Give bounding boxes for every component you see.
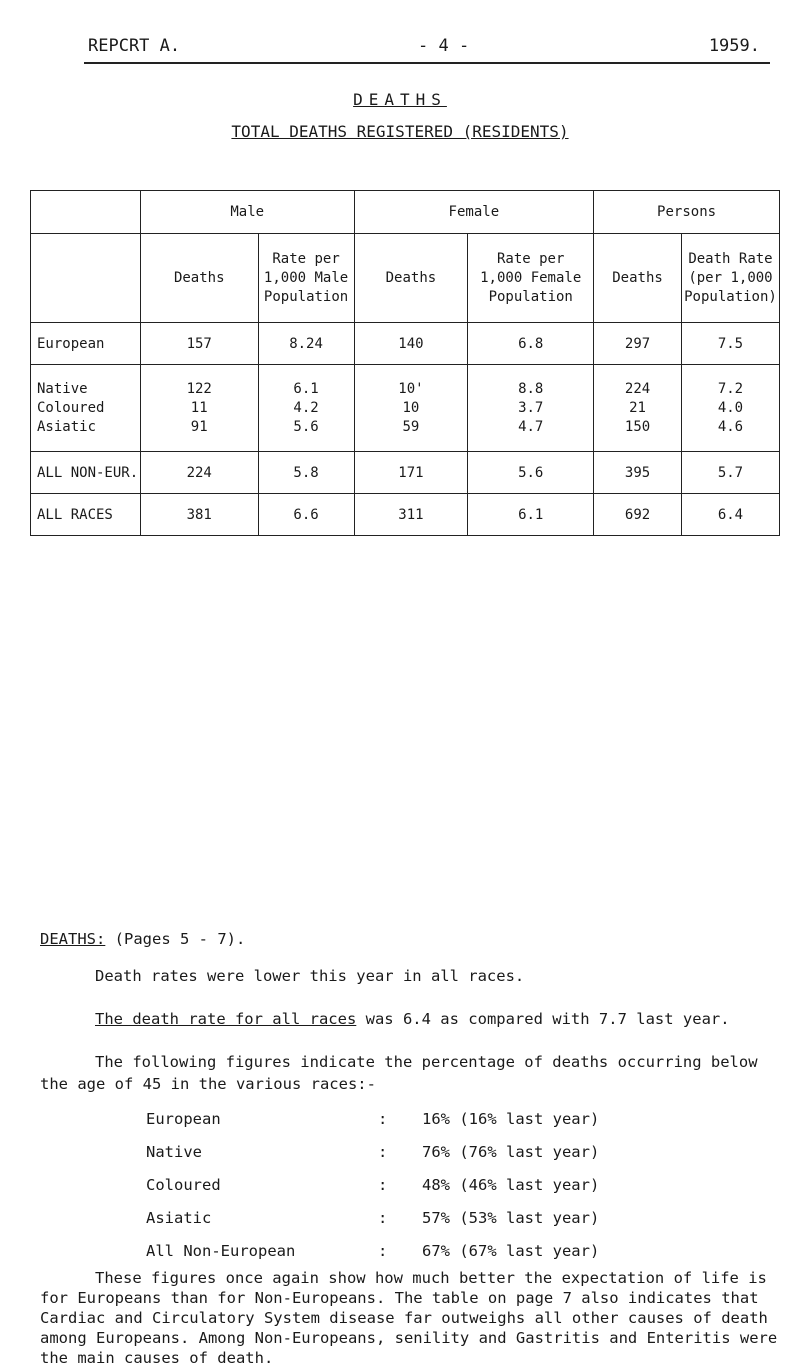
cell: 5.7 [681,452,779,494]
cell: 224 [140,452,258,494]
cell: 8.24 [258,323,354,365]
paragraph-all-races [95,1008,800,1030]
paragraph-rates-lower: Death rates were lower this year in all races. [95,967,525,985]
paragraph-closing: These figures once again show how much better the expectation of life is for Europeans than for Non-Europeans. The table on page 7 also indicates that Cardiac and Circulatory System disease far outweighs all other causes of death among Europeans. Among Non-Europeans, senility and Gastritis and Enteritis were the main causes of death. [40,1269,778,1367]
row-label: Native Coloured Asiatic [31,365,141,452]
col-header: Rate per 1,000 Male Population [258,234,354,323]
cell: 6.4 [681,494,779,536]
row-label: European [31,323,141,365]
header-rule [84,62,770,64]
separator: : [378,1209,388,1227]
cell: 297 [594,323,682,365]
cell: 10' 10 59 [354,365,468,452]
race-percentage: 67% (67% last year) [422,1242,600,1260]
row-label: ALL RACES [31,494,141,536]
report-year: 1959. [708,36,760,56]
col-header: Deaths [594,234,682,323]
col-header: Deaths [140,234,258,323]
race-percentage: 16% (16% last year) [422,1110,600,1128]
cell: 140 [354,323,468,365]
cell: 5.6 [468,452,594,494]
page-title: DEATHS [353,90,447,109]
cell: 224 21 150 [594,365,682,452]
cell: 157 [140,323,258,365]
corner-cell [31,234,141,323]
cell: 171 [354,452,468,494]
group-female: Female [354,191,594,234]
col-header: Death Rate (per 1,000 Population) [681,234,779,323]
report-label: REPCRT A. [88,36,181,56]
section-heading-label: DEATHS: [40,930,106,948]
race-percentage: 76% (76% last year) [422,1143,600,1161]
cell: 6.8 [468,323,594,365]
cell: 7.2 4.0 4.6 [681,365,779,452]
separator: : [378,1176,388,1194]
cell: 122 11 91 [140,365,258,452]
table-row [31,494,780,536]
cell: 6.1 4.2 5.6 [258,365,354,452]
table-row [31,452,780,494]
col-header: Deaths [354,234,468,323]
page-number: - 4 - [418,36,470,56]
separator: : [378,1143,388,1161]
race-name: All Non-European [146,1242,296,1260]
page-header [88,36,760,58]
cell: 5.8 [258,452,354,494]
table-row [31,365,780,452]
race-name: Asiatic [146,1209,212,1227]
cell: 381 [140,494,258,536]
cell: 395 [594,452,682,494]
race-name: Coloured [146,1176,221,1194]
cell: 8.8 3.7 4.7 [468,365,594,452]
page-subtitle: TOTAL DEATHS REGISTERED (RESIDENTS) [231,122,569,141]
cell: 6.1 [468,494,594,536]
race-percentage: 57% (53% last year) [422,1209,600,1227]
section-heading [40,930,245,948]
corner-cell [31,191,141,234]
separator: : [378,1242,388,1260]
paragraph-percentages-intro: The following figures indicate the percentage of deaths occurring below the age of 45 in the various races:- [40,1053,758,1093]
race-percentage: 48% (46% last year) [422,1176,600,1194]
table-row [31,323,780,365]
col-header: Rate per 1,000 Female Population [468,234,594,323]
group-persons: Persons [594,191,780,234]
group-male: Male [140,191,354,234]
section-heading-pages: (Pages 5 - 7). [114,930,246,948]
underlined-phrase: The death rate for all races [95,1010,357,1028]
cell: 692 [594,494,682,536]
deaths-table [30,190,780,536]
cell: 6.6 [258,494,354,536]
race-name: Native [146,1143,202,1161]
cell: 311 [354,494,468,536]
separator: : [378,1110,388,1128]
race-name: European [146,1110,221,1128]
row-label: ALL NON-EUR. [31,452,141,494]
cell: 7.5 [681,323,779,365]
paragraph-rest: was 6.4 as compared with 7.7 last year. [356,1010,730,1028]
